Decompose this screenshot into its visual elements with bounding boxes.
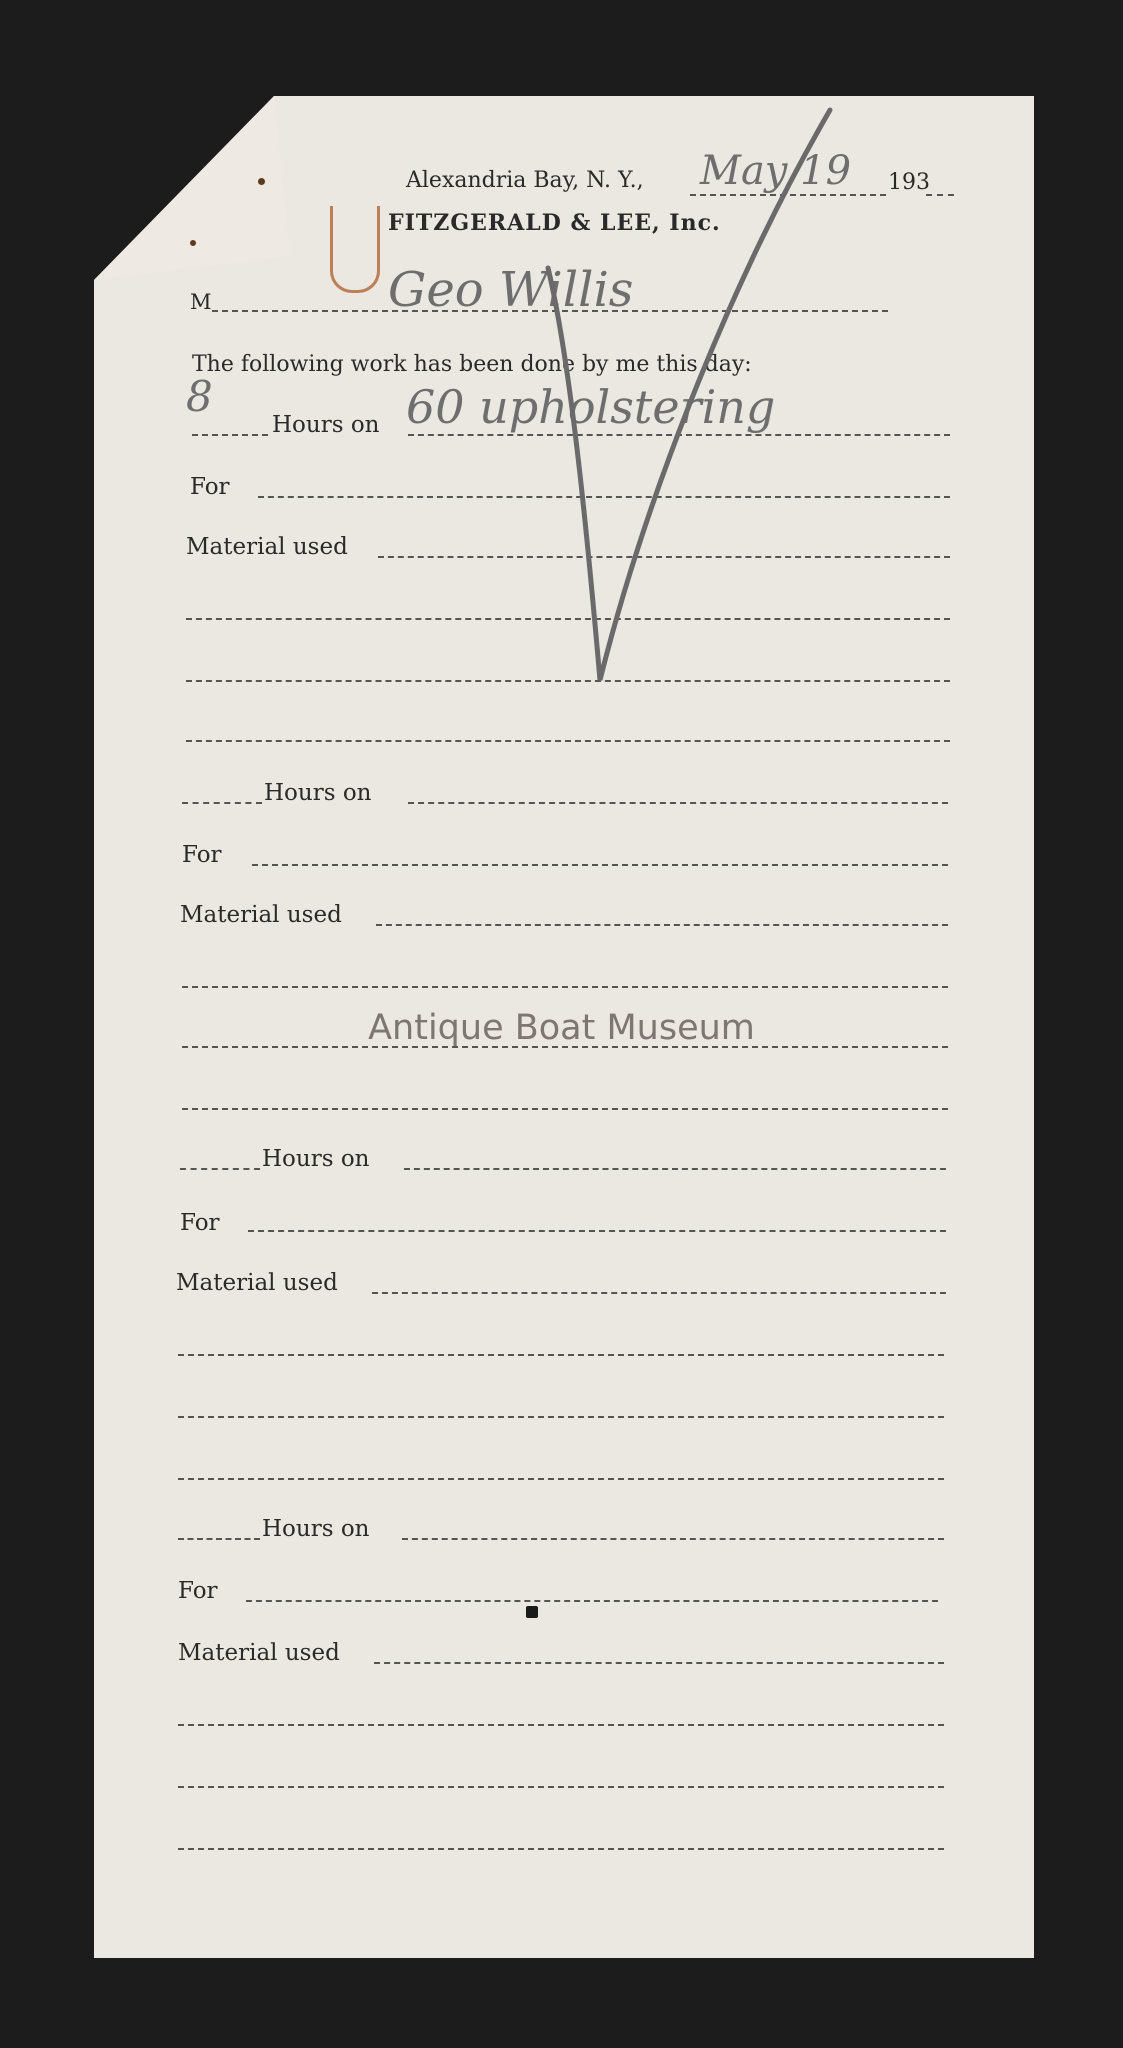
material-label: Material used — [178, 1640, 340, 1666]
material-label: Material used — [186, 534, 348, 560]
hours-on-label: Hours on — [262, 1516, 370, 1542]
intro-text: The following work has been done by me this day: — [192, 352, 752, 377]
hours-on-label: Hours on — [272, 412, 380, 438]
handwritten-name: Geo Willis — [388, 262, 634, 318]
place-label: Alexandria Bay, N. Y., — [406, 168, 644, 193]
year-prefix: 193 — [888, 170, 930, 195]
hours-on-label: Hours on — [262, 1146, 370, 1172]
handwritten-date: May 19 — [700, 148, 852, 194]
for-label: For — [182, 842, 222, 868]
hours-on-label: Hours on — [264, 780, 372, 806]
material-label: Material used — [180, 902, 342, 928]
m-label: M — [190, 290, 212, 314]
museum-watermark: Antique Boat Museum — [368, 1008, 755, 1048]
for-label: For — [190, 474, 230, 500]
material-label: Material used — [176, 1270, 338, 1296]
handwritten-hours: 8 — [186, 372, 213, 421]
company-name: FITZGERALD & LEE, Inc. — [388, 210, 721, 236]
for-label: For — [178, 1578, 218, 1604]
for-label: For — [180, 1210, 220, 1236]
handwritten-work: 60 upholstering — [406, 380, 776, 434]
